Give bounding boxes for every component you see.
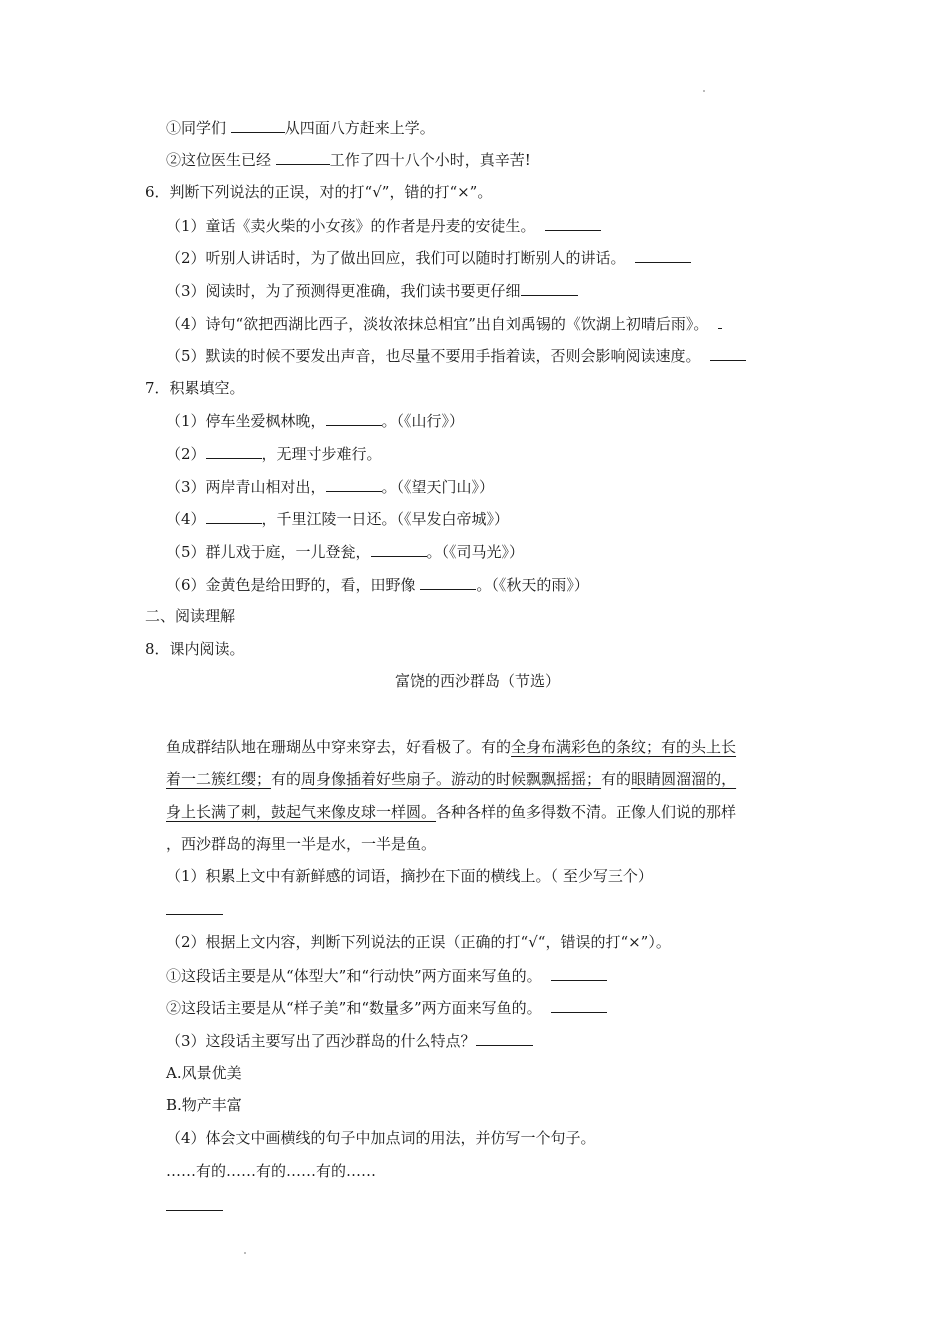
q7-item-4 (166, 508, 509, 529)
passage-line-4: ，西沙群岛的海里一半是水，一半是鱼。 (166, 835, 437, 853)
passage-line-3 (166, 802, 736, 822)
answer-blank[interactable] (166, 1195, 223, 1211)
q6-item-5 (166, 345, 746, 366)
underlined-sentence: 着一二簇红缨； (166, 770, 272, 788)
q5-item-2-pre: ②这位医生已经 (166, 151, 276, 169)
answer-blank[interactable] (521, 280, 578, 296)
answer-blank[interactable] (551, 965, 607, 981)
q7-item-5-post: 。（《司马光》） (426, 543, 525, 561)
q6-item-3 (166, 280, 578, 301)
answer-blank[interactable] (545, 215, 601, 231)
underlined-sentence: 周身像插着好些扇子。游动的时候飘飘摇摇； (301, 770, 602, 788)
underlined-sentence: 眼睛圆溜溜的， (631, 770, 737, 788)
answer-blank[interactable] (476, 1030, 533, 1046)
q6-item-3-text: （3）阅读时，为了预测得更准确，我们读书要更仔细 (166, 282, 521, 300)
q8-title: 8．课内阅读。 (145, 640, 245, 658)
passage-text: 有的 (271, 770, 302, 788)
passage-line-2 (166, 769, 736, 789)
passage-line-1 (166, 737, 736, 757)
q6-item-2-text: （2）听别人讲话时，为了做出回应，我们可以随时打断别人的讲话。 (166, 249, 626, 267)
q5-item-2 (166, 149, 531, 170)
q7-item-2 (166, 443, 382, 464)
answer-blank[interactable] (206, 443, 262, 459)
q5-item-1 (166, 117, 435, 138)
q6-item-4 (166, 313, 722, 334)
q6-item-1 (166, 215, 601, 236)
statement-text: ①这段话主要是从“体型大”和“行动快”两方面来写鱼的。 (166, 967, 542, 985)
answer-blank[interactable] (420, 574, 476, 590)
answer-blank[interactable] (635, 247, 691, 263)
q6-item-2 (166, 247, 691, 268)
scan-dot-top (703, 90, 705, 92)
q7-item-6-post: 。（《秋天的雨》） (476, 576, 589, 594)
q7-item-3-pre: （3）两岸青山相对出， (166, 478, 326, 496)
answer-blank[interactable] (710, 345, 746, 361)
q7-item-6-pre: （6）金黄色是给田野的，看，田野像 (166, 576, 421, 594)
q7-item-4-post: ，千里江陵一日还。（《早发白帝城》） (261, 510, 510, 528)
q7-item-5-pre: （5）群儿戏于庭，一儿登瓮， (166, 543, 371, 561)
option-a[interactable]: A.风景优美 (166, 1064, 242, 1082)
q7-item-3-post: 。（《望天门山》） (381, 478, 495, 496)
q8-sub-4: （4）体会文中画横线的句子中加点词的用法，并仿写一个句子。 (166, 1129, 596, 1147)
q8-sub-3 (166, 1030, 533, 1051)
q6-item-4-text: （4）诗句“欲把西湖比西子，淡妆浓抹总相宜”出自刘禹锡的《饮湖上初晴后雨》。 (166, 315, 709, 333)
q8-sub-2-b (166, 997, 607, 1018)
question-text: （3）这段话主要写出了西沙群岛的什么特点？ (166, 1032, 476, 1050)
q7-item-5 (166, 541, 524, 562)
answer-blank[interactable] (276, 149, 330, 165)
answer-blank[interactable] (206, 508, 262, 524)
q8-sub-4-pattern: ……有的……有的……有的…… (166, 1162, 377, 1180)
q7-item-3 (166, 476, 494, 497)
q7-item-4-pre: （4） (166, 510, 206, 528)
passage-text: 各种各样的鱼多得数不清。正像人们说的那样 (436, 803, 737, 821)
q7-item-6 (166, 574, 589, 595)
answer-blank[interactable] (166, 899, 223, 915)
q7-item-1-pre: （1）停车坐爱枫林晚， (166, 412, 326, 430)
section-2-title: 二、阅读理解 (145, 607, 236, 625)
q8-sub-2: （2）根据上文内容，判断下列说法的正误（正确的打“√“，错误的打“×”）。 (166, 933, 671, 951)
q7-item-1 (166, 410, 464, 431)
answer-blank[interactable] (326, 410, 382, 426)
q8-sub-2-a (166, 965, 607, 986)
underlined-sentence: 身上长满了刺，鼓起气来像皮球一样圆。 (166, 803, 437, 821)
answer-blank[interactable] (326, 476, 382, 492)
passage-text: 鱼成群结队地在珊瑚丛中穿来穿去，好看极了。有的 (166, 738, 512, 756)
answer-blank[interactable] (371, 541, 427, 557)
passage-text: 有的 (601, 770, 632, 788)
q7-item-2-pre: （2） (166, 445, 206, 463)
q6-item-5-text: （5）默读的时候不要发出声音，也尽量不要用手指着读，否则会影响阅读速度。 (166, 347, 701, 365)
option-b[interactable]: B.物产丰富 (166, 1096, 242, 1114)
q8-sub-1: （1）积累上文中有新鲜感的词语，摘抄在下面的横线上。（ 至少写三个） (166, 867, 653, 885)
answer-blank[interactable] (718, 313, 722, 329)
underlined-sentence: 全身布满彩色的条纹；有的头上长 (511, 738, 737, 756)
q5-item-2-post: 工作了四十八个小时，真辛苦! (329, 151, 531, 169)
passage-title: 富饶的西沙群岛（节选） (395, 672, 561, 690)
q5-item-1-pre: ①同学们 (166, 119, 231, 137)
q7-title: 7．积累填空。 (145, 379, 245, 397)
answer-blank[interactable] (551, 997, 607, 1013)
q7-item-1-post: 。（《山行》） (381, 412, 465, 430)
scan-dot-bottom (244, 1252, 246, 1254)
q6-item-1-text: （1）童话《卖火柴的小女孩》的作者是丹麦的安徒生。 (166, 217, 536, 235)
q6-title: 6．判断下列说法的正误，对的打“√”，错的打“×”。 (145, 183, 493, 201)
statement-text: ②这段话主要是从“样子美”和“数量多”两方面来写鱼的。 (166, 999, 542, 1017)
answer-blank[interactable] (231, 117, 285, 133)
q7-item-2-post: ，无理寸步难行。 (261, 445, 382, 463)
q5-item-1-post: 从四面八方赶来上学。 (284, 119, 435, 137)
